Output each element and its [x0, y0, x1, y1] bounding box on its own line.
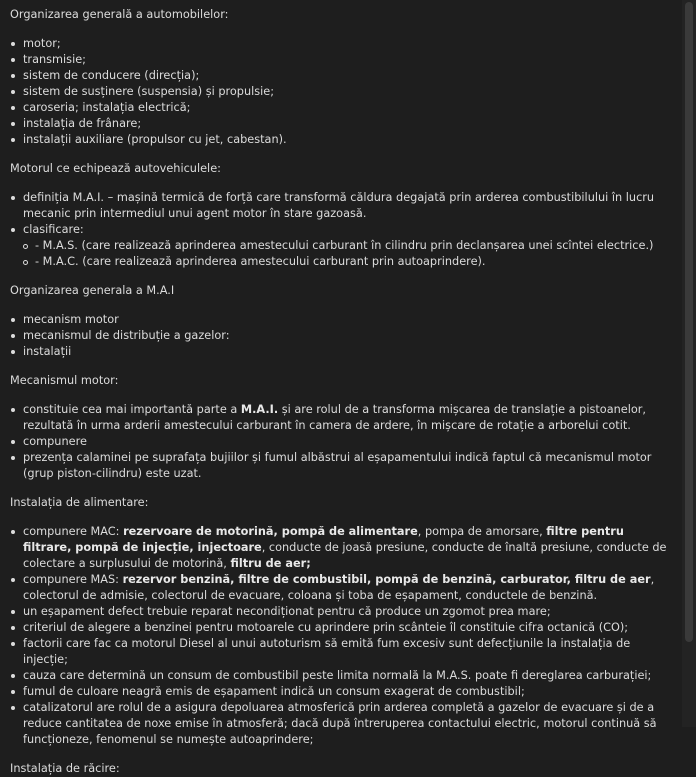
text-run: compunere MAC: [23, 525, 124, 538]
section-title-engine: Motorul ce echipează autovehiculele: [10, 162, 221, 175]
fuel-system-list [0, 524, 682, 748]
classification-sublist [23, 238, 674, 270]
list-item: mecanism motor [23, 312, 682, 328]
list-item: transmisie; [23, 52, 682, 68]
list-item: criteriul de alegere a benzinei pentru motoarele cu aprindere prin scânteie îl constituie cifra octanică (CO); [23, 620, 682, 636]
text-run: constituie cea mai importantă parte a [23, 403, 241, 416]
text-run-bold: filtru de aer; [230, 557, 311, 570]
text-run: compunere MAS: [23, 573, 123, 586]
section-title-cooling-system: Instalația de răcire: [10, 762, 120, 775]
list-item: prezența calaminei pe suprafața bujiilor și fumul albăstrui al eșapamentului indică faptul că mecanismul motor (grup piston-cilindru) este uzat. [23, 450, 682, 482]
list-item: cauza care determină un consum de combustibil peste limita normală la M.A.S. poate fi dereglarea carburației; [23, 668, 682, 684]
list-item [23, 524, 682, 572]
list-item: factorii care fac ca motorul Diesel al unui autoturism să emită fum excesiv sunt defecțiunile la instalația de injecție; [23, 636, 682, 668]
list-item [23, 402, 682, 434]
text-run: și are rolul de a transforma mișcarea de translație a pistoanelor, rezultată în urma arderii amestecului carburant în camera de ardere, în mișcare de rotație a arborelui cotit. [23, 403, 647, 432]
list-item: fumul de culoare neagră emis de eșapament indică un consum exagerat de combustibil; [23, 684, 682, 700]
mai-organization-list [0, 312, 682, 360]
list-item: instalații auxiliare (propulsor cu jet, cabestan). [23, 132, 682, 148]
list-item [23, 572, 682, 604]
vertical-scrollbar[interactable] [682, 0, 696, 727]
list-item: catalizatorul are rolul de a asigura depoluarea atmosferică prin arderea completă a gazelor de evacuare și de a reduce cantitatea de noxe emise în atmosferă; dacă după întreruperea contactului electric, motorul continuă să funcționeze, fenomenul se numește autoaprindere; [23, 700, 682, 748]
motor-mechanism-list [0, 402, 682, 482]
sublist-item: - M.A.C. (care realizează aprinderea amestecului carburant prin autoaprindere). [35, 254, 674, 270]
text-run: , conducte de joasă presiune, conducte de înaltă presiune, conducte de colectare a surplusului de motorină, [23, 541, 667, 570]
text-run-bold: rezervoare de motorină, pompă de alimentare [123, 525, 418, 538]
classification-label: clasificare: [23, 223, 84, 236]
list-item: mecanismul de distribuție a gazelor: [23, 328, 682, 344]
list-item: caroseria; instalația electrică; [23, 100, 682, 116]
list-item: un eșapament defect trebuie reparat necondiționat pentru că produce un zgomot prea mare; [23, 604, 682, 620]
section-title-fuel-system: Instalația de alimentare: [10, 496, 149, 509]
text-run: , pompa de amorsare, [417, 525, 547, 538]
list-item: instalația de frânare; [23, 116, 682, 132]
list-item: compunere [23, 434, 682, 450]
list-item [23, 222, 682, 270]
text-run-bold: filtre pentru filtrare, pompă de injecție, injectoare [23, 525, 624, 554]
text-run-bold: rezervor benzină, filtre de combustibil, pompă de benzină, carburator, filtru de aer [122, 573, 651, 586]
sublist-item: - M.A.S. (care realizează aprinderea amestecului carburant în cilindru prin declanșarea unei scîntei electrice.) [35, 238, 674, 254]
list-item: sistem de conducere (direcția); [23, 68, 682, 84]
list-item: motor; [23, 36, 682, 52]
list-item: definiția M.A.I. – mașină termică de forță care transformă căldura degajată prin arderea combustibilului în lucru mecanic prin intermediul unui agent motor în stare gazoasă. [23, 190, 682, 222]
vehicle-organization-list [0, 36, 682, 148]
engine-list [0, 190, 682, 270]
text-run-bold: M.A.I. [240, 403, 279, 416]
section-title-vehicle-organization: Organizarea generală a automobilelor: [10, 8, 229, 21]
section-title-mai-organization: Organizarea generala a M.A.I [10, 284, 175, 297]
text-run: , colectorul de admisie, colectorul de evacuare, coloana și toba de eșapament, conductele de benzină. [23, 573, 655, 602]
section-title-motor-mechanism: Mecanismul motor: [10, 374, 119, 387]
list-item: sistem de susținere (suspensia) și propulsie; [23, 84, 682, 100]
scrollbar-thumb[interactable] [685, 2, 693, 642]
list-item: instalații [23, 344, 682, 360]
